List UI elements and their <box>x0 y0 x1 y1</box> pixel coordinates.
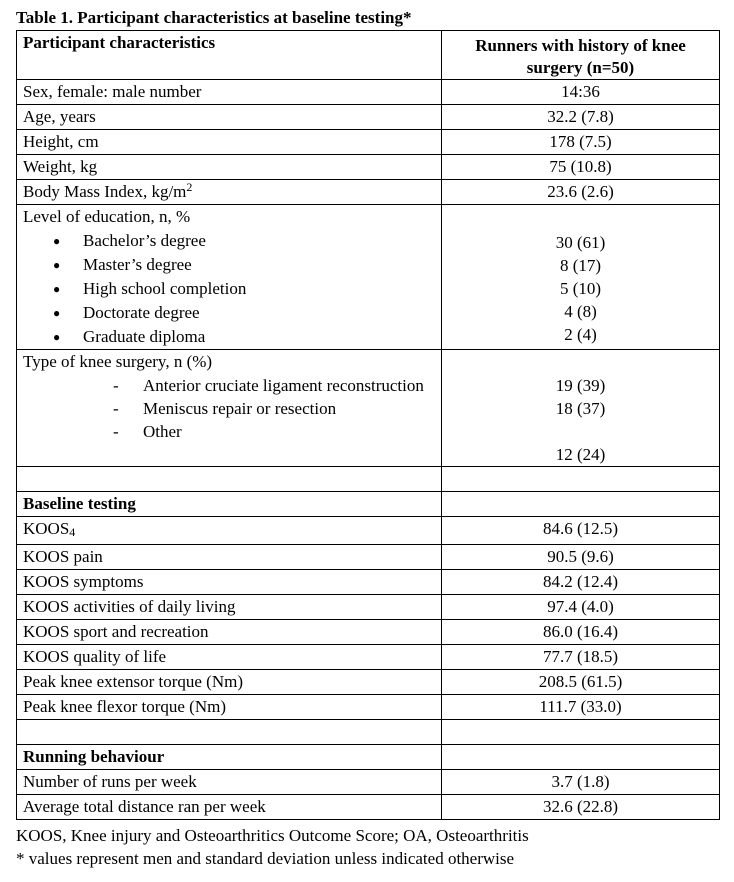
row-value: 14:36 <box>442 80 720 105</box>
table-row <box>17 795 720 820</box>
table-row <box>17 517 720 545</box>
section-heading-row <box>17 492 720 517</box>
table-row <box>17 130 720 155</box>
row-value: 90.5 (9.6) <box>442 545 720 570</box>
table-row <box>17 105 720 130</box>
table-row <box>17 80 720 105</box>
table-title: Table 1. Participant characteristics at baseline testing* <box>16 8 412 27</box>
participant-table <box>16 30 720 820</box>
row-value: 3.7 (1.8) <box>442 770 720 795</box>
row-value: 97.4 (4.0) <box>442 595 720 620</box>
value-item: 4 (8) <box>564 302 597 321</box>
koos4-label: KOOS <box>23 519 70 538</box>
empty-row <box>17 467 720 492</box>
list-item: ● Graduate diploma <box>23 325 435 349</box>
row-value: 32.2 (7.8) <box>442 105 720 130</box>
empty-cell <box>17 720 442 745</box>
row-value: 111.7 (33.0) <box>442 695 720 720</box>
value-item: 12 (24) <box>555 445 606 464</box>
education-row <box>17 205 720 350</box>
row-label: KOOS symptoms <box>17 570 442 595</box>
row-value: 178 (7.5) <box>442 130 720 155</box>
row-value: 75 (10.8) <box>442 155 720 180</box>
list-item: ● Doctorate degree <box>23 301 435 325</box>
footnote-abbreviations: KOOS, Knee injury and Osteoarthritics Outcome Score; OA, Osteoarthritis <box>16 826 529 845</box>
row-label: Height, cm <box>17 130 442 155</box>
row-label: KOOS sport and recreation <box>17 620 442 645</box>
table-row <box>17 155 720 180</box>
table-row <box>17 570 720 595</box>
surgery-cell <box>17 350 442 467</box>
bmi-label: Body Mass Index, kg/m <box>23 182 187 201</box>
list-item: ● High school completion <box>23 277 435 301</box>
row-value: 23.6 (2.6) <box>442 180 720 205</box>
list-item: ● Bachelor’s degree <box>23 229 435 253</box>
koos4-subscript: 4 <box>69 525 76 539</box>
surgery-row <box>17 350 720 467</box>
row-value: 84.2 (12.4) <box>442 570 720 595</box>
row-value: 32.6 (22.8) <box>442 795 720 820</box>
header-runners: Runners with history of knee surgery (n=50) <box>442 31 720 80</box>
surgery-label: Type of knee surgery, n (%) <box>23 352 213 371</box>
table-footnotes <box>16 824 529 870</box>
list-item: ● Master’s degree <box>23 253 435 277</box>
running-heading: Running behaviour <box>17 745 442 770</box>
row-label: Number of runs per week <box>17 770 442 795</box>
bmi-superscript: 2 <box>186 180 193 194</box>
row-label: Age, years <box>17 105 442 130</box>
row-label: Peak knee flexor torque (Nm) <box>17 695 442 720</box>
empty-cell <box>442 467 720 492</box>
education-values <box>442 205 720 350</box>
baseline-heading: Baseline testing <box>17 492 442 517</box>
table-row <box>17 620 720 645</box>
row-value: 86.0 (16.4) <box>442 620 720 645</box>
row-value: 77.7 (18.5) <box>442 645 720 670</box>
table-row <box>17 645 720 670</box>
list-item: - Meniscus repair or resection <box>23 397 435 420</box>
value-item: 18 (37) <box>555 399 606 418</box>
row-value: 208.5 (61.5) <box>442 670 720 695</box>
footnote-values: * values represent men and standard deviation unless indicated otherwise <box>16 849 515 868</box>
value-item: 30 (61) <box>555 233 606 252</box>
row-label: Sex, female: male number <box>17 80 442 105</box>
empty-cell <box>442 745 720 770</box>
row-label-koos4 <box>17 517 442 545</box>
list-item: - Other <box>23 420 435 443</box>
row-label: KOOS activities of daily living <box>17 595 442 620</box>
education-label: Level of education, n, % <box>23 207 191 226</box>
header-participant-characteristics: Participant characteristics <box>17 31 442 80</box>
table-row <box>17 670 720 695</box>
table-row <box>17 545 720 570</box>
empty-row <box>17 720 720 745</box>
value-item: 2 (4) <box>564 325 597 344</box>
row-label: Average total distance ran per week <box>17 795 442 820</box>
value-item: 5 (10) <box>559 279 602 298</box>
table-row <box>17 770 720 795</box>
surgery-list <box>23 374 435 443</box>
value-spacer <box>448 420 713 443</box>
surgery-values <box>442 350 720 467</box>
row-label: Weight, kg <box>17 155 442 180</box>
row-label: Peak knee extensor torque (Nm) <box>17 670 442 695</box>
section-heading-row <box>17 745 720 770</box>
table-header-row <box>17 31 720 80</box>
empty-cell <box>442 492 720 517</box>
table-row <box>17 695 720 720</box>
value-item: 19 (39) <box>555 376 606 395</box>
education-list <box>23 229 435 349</box>
education-cell <box>17 205 442 350</box>
empty-cell <box>17 467 442 492</box>
table-row <box>17 180 720 205</box>
table-row <box>17 595 720 620</box>
list-item: - Anterior cruciate ligament reconstruction <box>23 374 435 397</box>
row-label: KOOS quality of life <box>17 645 442 670</box>
value-item: 8 (17) <box>559 256 602 275</box>
row-label: KOOS pain <box>17 545 442 570</box>
row-label-bmi <box>17 180 442 205</box>
row-value: 84.6 (12.5) <box>442 517 720 545</box>
empty-cell <box>442 720 720 745</box>
